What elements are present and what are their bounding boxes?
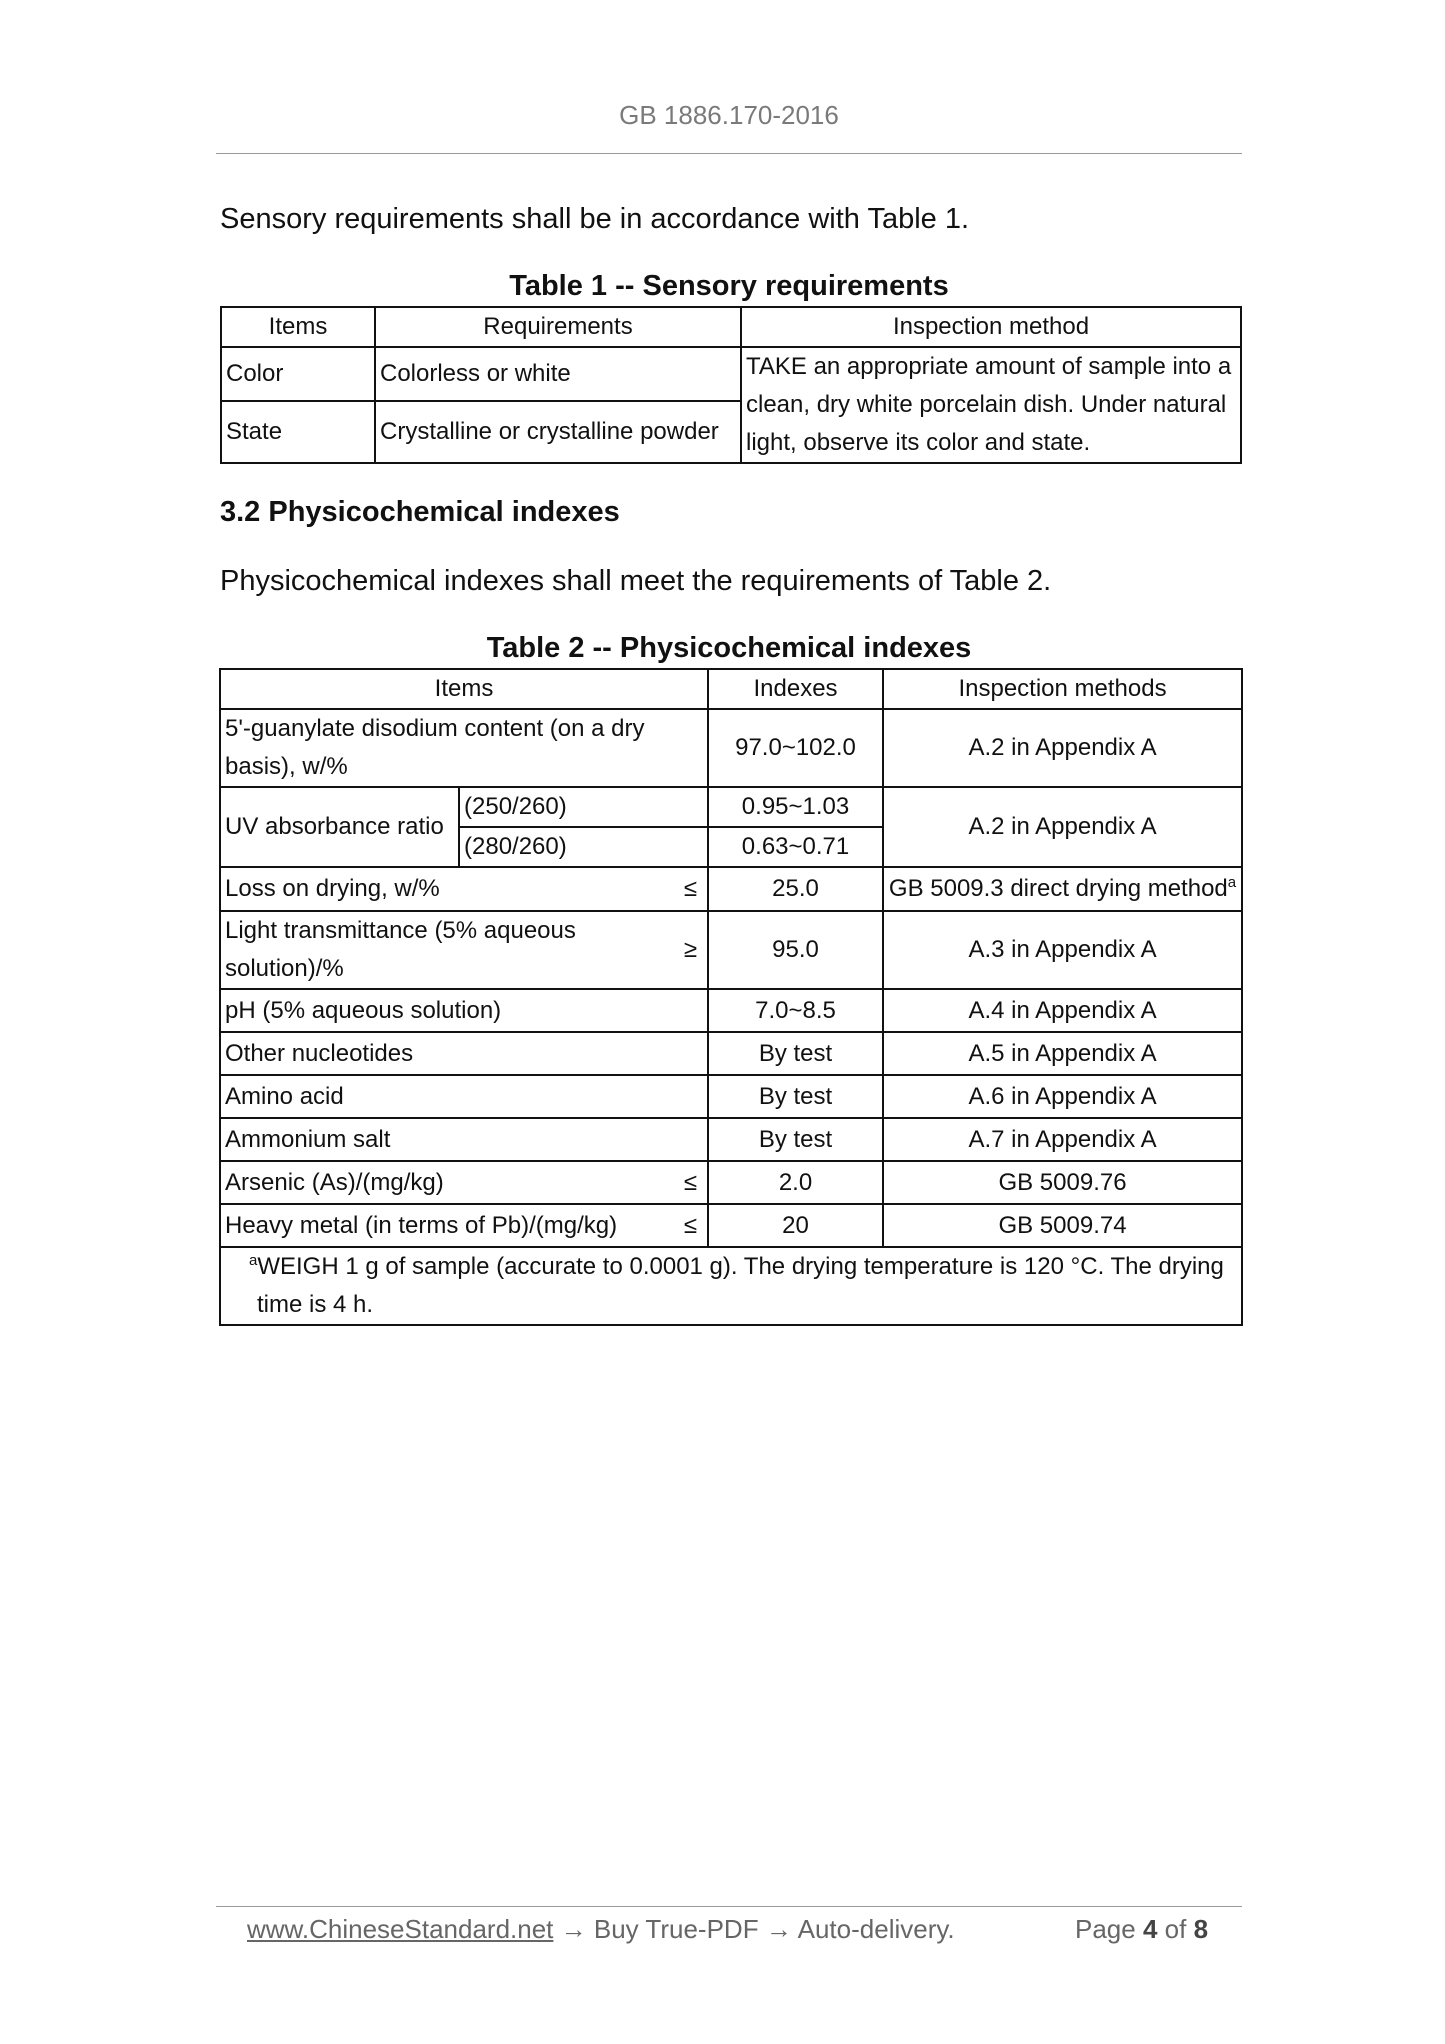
table2-uv-item: UV absorbance ratio	[220, 787, 459, 867]
arrow-right-icon: →	[765, 1914, 792, 1944]
table2-amino-item: Amino acid	[220, 1075, 674, 1118]
table2-heavy-method: GB 5009.74	[883, 1204, 1242, 1247]
table2-uv-method: A.2 in Appendix A	[883, 787, 1242, 867]
table2-amino-sign-cell	[674, 1075, 708, 1118]
buy-true-pdf-text: Buy True-PDF	[593, 1914, 759, 1944]
footer-links	[247, 1912, 955, 1946]
table2-other-item: Other nucleotides	[220, 1032, 674, 1075]
table2-light-method: A.3 in Appendix A	[883, 911, 1242, 989]
table2-ammonium-method: A.7 in Appendix A	[883, 1118, 1242, 1161]
table1-header-requirements: Requirements	[375, 307, 741, 347]
table2-other-method: A.5 in Appendix A	[883, 1032, 1242, 1075]
table2-ammonium-sign-cell	[674, 1118, 708, 1161]
table2-uv-ratio-280: (280/260)	[459, 827, 708, 867]
table2-other-index: By test	[708, 1032, 883, 1075]
table2-arsenic-sign: ≤	[674, 1161, 708, 1204]
table2-ph-item: pH (5% aqueous solution)	[220, 989, 674, 1032]
table1-color-item: Color	[221, 347, 375, 401]
table2-light-sign: ≥	[674, 911, 708, 989]
auto-delivery-text: Auto-delivery.	[797, 1914, 955, 1944]
table2-arsenic-item: Arsenic (As)/(mg/kg)	[220, 1161, 674, 1204]
intro-paragraph: Sensory requirements shall be in accordance with Table 1.	[220, 203, 970, 235]
table1-color-requirement: Colorless or white	[375, 347, 741, 401]
table2-ph-sign-cell	[674, 989, 708, 1032]
table2-amino-index: By test	[708, 1075, 883, 1118]
table1-state-item: State	[221, 401, 375, 463]
table2-loss-sign: ≤	[674, 867, 708, 911]
page-current: 4	[1142, 1914, 1158, 1944]
table2-arsenic-index: 2.0	[708, 1161, 883, 1204]
table2-amino-method: A.6 in Appendix A	[883, 1075, 1242, 1118]
table2-uv-index-250: 0.95~1.03	[708, 787, 883, 827]
table2-guanylate-item: 5'-guanylate disodium content (on a dry basis), w/%	[220, 709, 708, 787]
table1-caption: Table 1 -- Sensory requirements	[509, 270, 949, 302]
table2-header-items: Items	[220, 669, 708, 709]
table2-ammonium-item: Ammonium salt	[220, 1118, 674, 1161]
table2-heavy-sign: ≤	[674, 1204, 708, 1247]
table2-light-index: 95.0	[708, 911, 883, 989]
table2-footnote-text: WEIGH 1 g of sample (accurate to 0.0001 g). The drying temperature is 120 °C. The drying time is 4 h.	[257, 1253, 1224, 1318]
table2-heavy-item: Heavy metal (in terms of Pb)/(mg/kg)	[220, 1204, 674, 1247]
table2-header-indexes: Indexes	[708, 669, 883, 709]
document-id-header: GB 1886.170-2016	[619, 100, 839, 130]
table2-loss-item: Loss on drying, w/%	[220, 867, 674, 911]
website-link[interactable]: www.ChineseStandard.net	[247, 1914, 554, 1944]
table2-ammonium-index: By test	[708, 1118, 883, 1161]
table2-guanylate-index: 97.0~102.0	[708, 709, 883, 787]
table2-header-methods: Inspection methods	[883, 669, 1242, 709]
table2-other-sign-cell	[674, 1032, 708, 1075]
table2-loss-index: 25.0	[708, 867, 883, 911]
table2-loss-method-text: GB 5009.3 direct drying method	[888, 875, 1228, 902]
table1-header-items: Items	[221, 307, 375, 347]
footer-divider	[216, 1906, 1242, 1907]
table2-loss-method-footnote-mark: a	[1227, 874, 1237, 891]
table2-footnote	[220, 1247, 1242, 1325]
page-of-label: of	[1164, 1914, 1187, 1944]
section-paragraph: Physicochemical indexes shall meet the requirements of Table 2.	[220, 565, 1052, 597]
table2-uv-ratio-250: (250/260)	[459, 787, 708, 827]
table2-caption: Table 2 -- Physicochemical indexes	[486, 632, 972, 664]
arrow-right-icon: →	[560, 1914, 587, 1944]
table2-arsenic-method: GB 5009.76	[883, 1161, 1242, 1204]
table2-ph-method: A.4 in Appendix A	[883, 989, 1242, 1032]
table2-ph-index: 7.0~8.5	[708, 989, 883, 1032]
page-indicator	[1075, 1912, 1208, 1946]
table1-header-method: Inspection method	[741, 307, 1241, 347]
table2-heavy-index: 20	[708, 1204, 883, 1247]
header-divider	[216, 153, 1242, 154]
table2-light-item: Light transmittance (5% aqueous solution)/%	[220, 911, 674, 989]
table1-sensory-requirements	[220, 306, 1242, 464]
table2-guanylate-method: A.2 in Appendix A	[883, 709, 1242, 787]
table2-physicochemical-indexes	[219, 668, 1243, 1326]
table1-state-requirement: Crystalline or crystalline powder	[375, 401, 741, 463]
page-label: Page	[1075, 1914, 1136, 1944]
table1-inspection-method: TAKE an appropriate amount of sample into a clean, dry white porcelain dish. Under natural light, observe its color and state.	[741, 347, 1241, 463]
table2-loss-method	[883, 867, 1242, 911]
section-heading: 3.2 Physicochemical indexes	[220, 496, 620, 528]
table2-footnote-mark: a	[249, 1252, 258, 1269]
table2-uv-index-280: 0.63~0.71	[708, 827, 883, 867]
page-total: 8	[1193, 1914, 1209, 1944]
